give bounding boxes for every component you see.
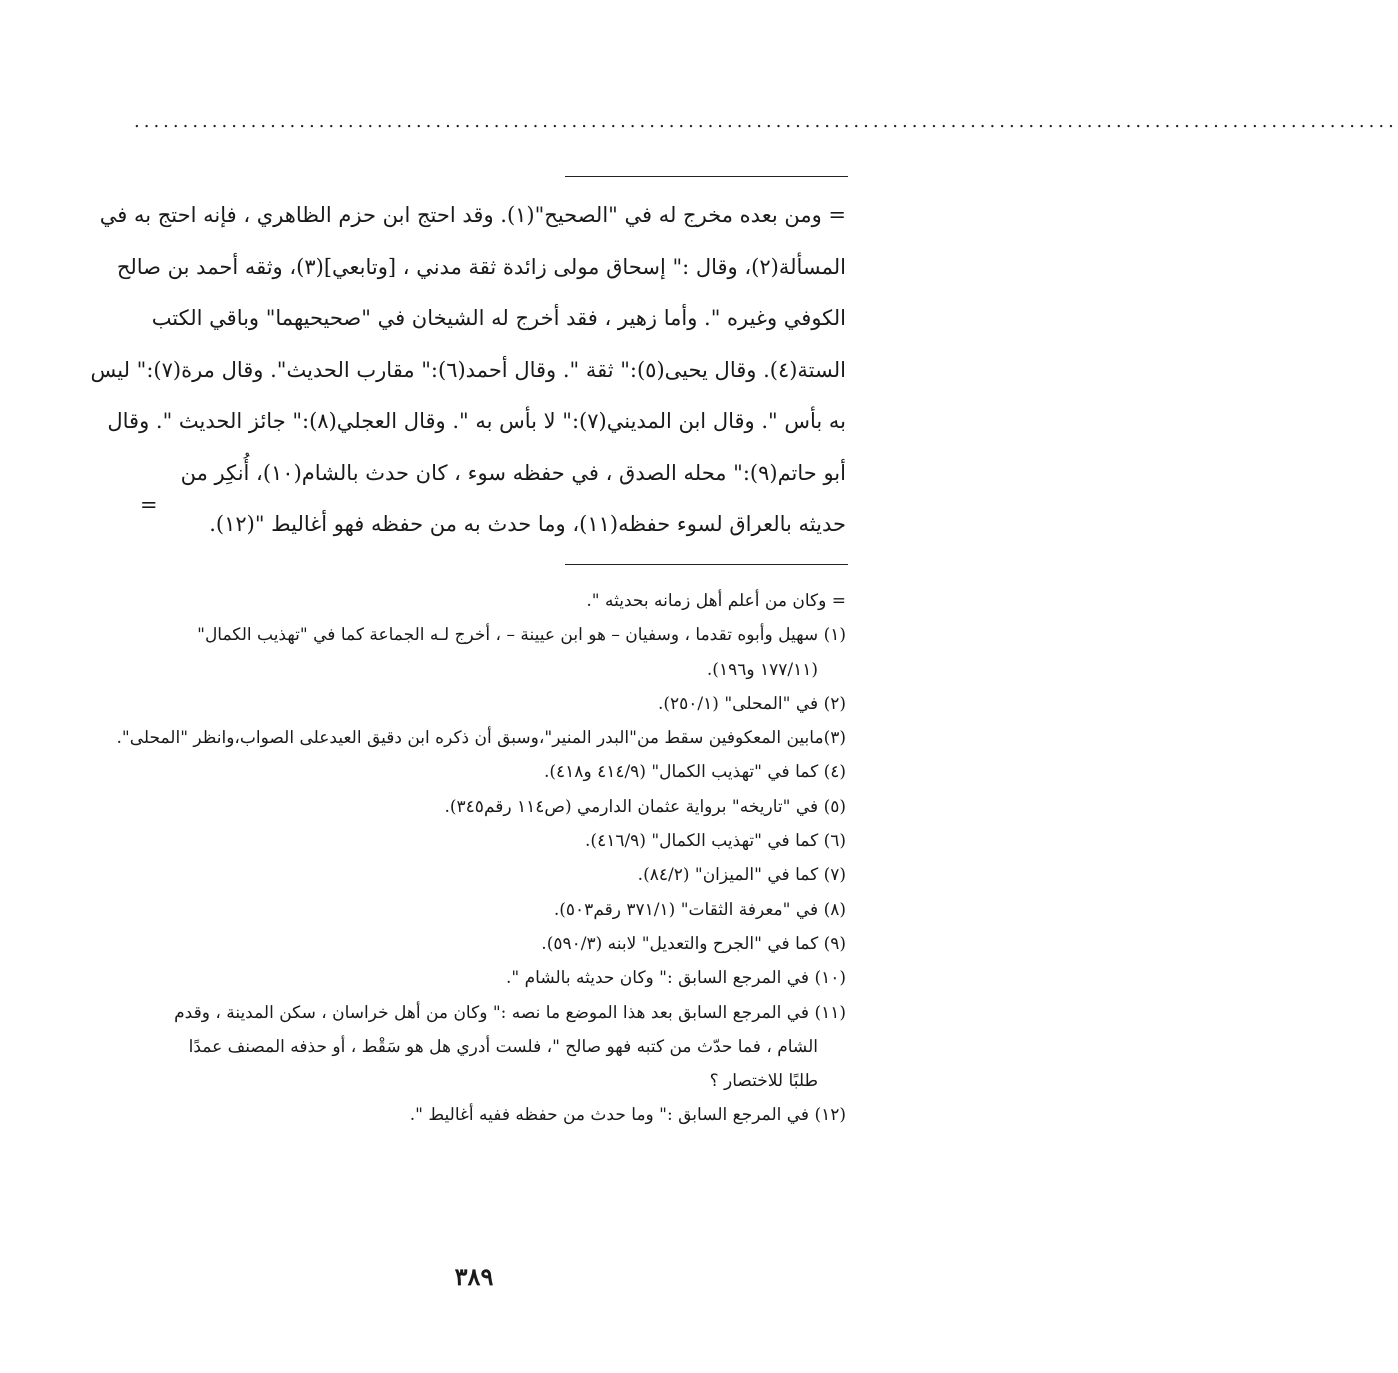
footnote-line: (٢) في "المحلى" (٢٥٠/١). — [657, 693, 846, 714]
footnote-line: (٣)مابين المعكوفين سقط من"البدر المنير"،وسبق أن ذكره ابن دقيق العيدعلى الصواب،وانظر "المحلى". — [116, 728, 846, 749]
footnote-separator-rule — [565, 564, 848, 565]
body-line: = ومن بعده مخرج له في "الصحيح"(١). وقد احتج ابن حزم الظاهري ، فإنه احتج به في — [99, 203, 846, 227]
body-line: به بأس ". وقال ابن المديني(٧):" لا بأس به ". وقال العجلي(٨):" جائز الحديث ". وقال — [107, 409, 846, 433]
footnote-line: (٧) كما في "الميزان" (٨٤/٢). — [637, 865, 846, 886]
footnote-line: (١٧٧/١١ و١٩٦). — [706, 659, 818, 680]
footnote-line: (٨) في "معرفة الثقات" (٣٧١/١ رقم٥٠٣). — [553, 899, 846, 920]
footnote-line: طلبًا للاختصار ؟ — [709, 1071, 818, 1092]
body-line: أبو حاتم(٩):" محله الصدق ، في حفظه سوء ، كان حدث بالشام(١٠)، أُنكِر من — [180, 460, 846, 485]
top-rule — [565, 176, 848, 177]
body-line: المسألة(٢)، وقال :" إسحاق مولى زائدة ثقة مدني ، [وتابعي](٣)، وثقه أحمد بن صالح — [116, 254, 846, 279]
main-text-block — [90, 190, 846, 551]
body-line: حديثه بالعراق لسوء حفظه(١١)، وما حدث به من حفظه فهو أغاليط "(١٢). — [209, 512, 846, 536]
footnote-line: (١) سهيل وأبوه تقدما ، وسفيان – هو ابن عيينة – ، أخرج لـه الجماعة كما في "تهذيب الكمال" — [197, 625, 846, 646]
footnote-line: (٤) كما في "تهذيب الكمال" (٤١٤/٩ و٤١٨). — [543, 762, 846, 783]
footnote-line: = وكان من أعلم أهل زمانه بحديثه ". — [586, 591, 846, 611]
body-line: الكوفي وغيره ". وأما زهير ، فقد أخرج له الشيخان في "صحيحيهما" وباقي الكتب — [151, 306, 846, 330]
footnotes-block — [116, 584, 846, 1133]
page-number: ٣٨٩ — [454, 1262, 494, 1291]
footnote-line: (٥) في "تاريخه" برواية عثمان الدارمي (ص١١٤ رقم٣٤٥). — [444, 796, 846, 817]
footnote-line: (١١) في المرجع السابق بعد هذا الموضع ما نصه :" وكان من أهل خراسان ، سكن المدينة ، وقدم — [174, 1002, 846, 1023]
header-dotted-separator: .................................................................................................................................. — [134, 111, 1398, 132]
footnote-line: (٦) كما في "تهذيب الكمال" (٤١٦/٩). — [585, 831, 846, 852]
body-line: الستة(٤). وقال يحيى(٥):" ثقة ". وقال أحمد(٦):" مقارب الحديث". وقال مرة(٧):" ليس — [90, 357, 846, 382]
footnote-line: (١٠) في المرجع السابق :" وكان حديثه بالشام ". — [506, 968, 846, 989]
footnote-line: (٩) كما في "الجرح والتعديل" لابنه (٥٩٠/٣). — [541, 933, 846, 954]
footnote-line: (١٢) في المرجع السابق :" وما حدث من حفظه ففيه أغاليط ". — [409, 1105, 846, 1126]
continuation-mark: = — [140, 493, 158, 517]
footnote-line: الشام ، فما حدّث من كتبه فهو صالح "، فلست أدري هل هو سَقْط ، أو حذفه المصنف عمدًا — [188, 1036, 818, 1057]
